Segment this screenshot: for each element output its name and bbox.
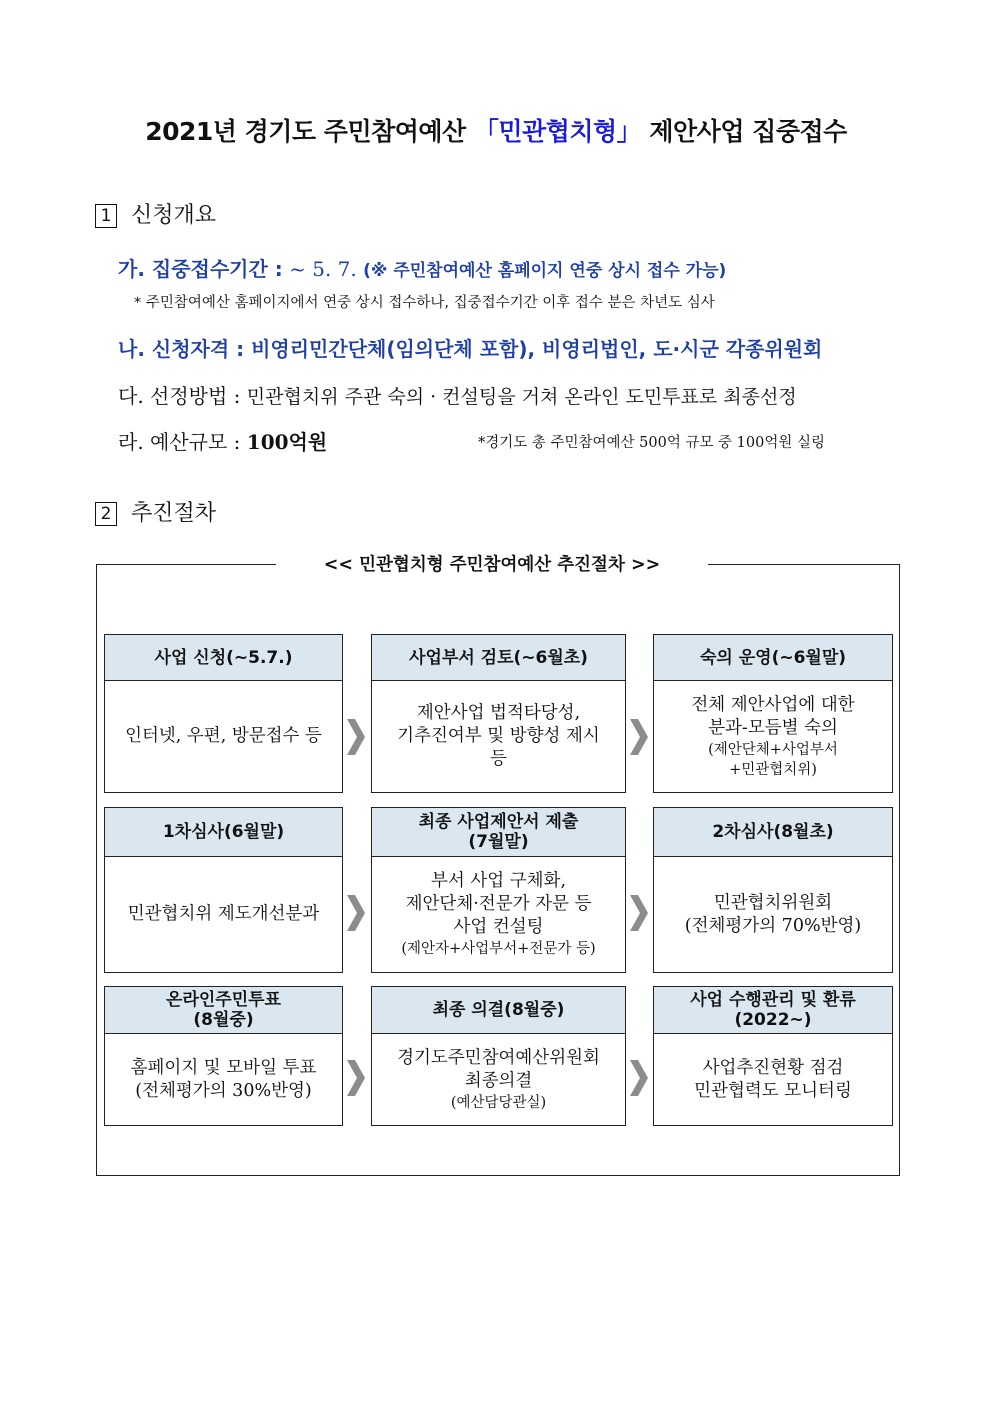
step-9-header bbox=[654, 987, 892, 1034]
item-na-label: 나. 신청자격 : bbox=[118, 337, 245, 361]
chevron-right-icon bbox=[628, 1058, 650, 1098]
step-9-body bbox=[654, 1034, 892, 1125]
step-5-header bbox=[372, 808, 625, 857]
step-6-body bbox=[654, 857, 892, 972]
step-7-header-line: (8월중) bbox=[193, 1010, 254, 1030]
process-title: << 민관협치형 주민참여예산 추진절차 >> bbox=[276, 551, 708, 576]
step-2-body bbox=[372, 681, 625, 792]
step-8-header bbox=[372, 987, 625, 1034]
step-5-body-line: 부서 사업 구체화, bbox=[430, 871, 567, 891]
section1-number: 1 bbox=[95, 204, 117, 228]
step-9-header-line: (2022~) bbox=[734, 1010, 812, 1030]
item-ra-value: 100억원 bbox=[246, 430, 328, 454]
chevron-right-icon bbox=[345, 1058, 367, 1098]
page-title bbox=[0, 112, 992, 148]
step-5-box bbox=[371, 807, 626, 973]
step-3-small-line: (제안단체+사업부서 bbox=[708, 741, 838, 758]
step-1-body bbox=[105, 681, 342, 792]
step-2-box bbox=[371, 634, 626, 793]
step-7-body bbox=[105, 1034, 342, 1125]
step-5-small-line: (제안자+사업부서+전문가 등) bbox=[401, 941, 596, 957]
step-6-header-line: 2차심사(8월초) bbox=[712, 822, 834, 842]
section2-title: 추진절차 bbox=[131, 501, 217, 526]
step-8-body bbox=[372, 1034, 625, 1125]
item-na bbox=[118, 333, 822, 362]
step-7-box bbox=[104, 986, 343, 1126]
step-9-body-line: 민관협력도 모니터링 bbox=[694, 1080, 852, 1101]
step-3-box bbox=[653, 634, 893, 793]
section2-number: 2 bbox=[95, 502, 117, 526]
step-3-small-line: +민관협치위) bbox=[729, 761, 817, 778]
step-7-body-line: 홈페이지 및 모바일 투표 bbox=[130, 1057, 317, 1078]
step-2-body-line: 제안사업 법적타당성, bbox=[416, 703, 581, 723]
item-ga-label: 가. 집중접수기간 : bbox=[118, 257, 283, 281]
step-6-body-line: 민관협치위원회 bbox=[713, 892, 833, 913]
step-2-body-line: 등 bbox=[490, 749, 507, 769]
item-da-label: 다. 선정방법 : bbox=[118, 384, 241, 408]
section1-title: 신청개요 bbox=[131, 203, 217, 228]
step-3-header bbox=[654, 635, 892, 681]
step-9-header-line: 사업 수행관리 및 환류 bbox=[690, 990, 856, 1010]
chevron-right-icon bbox=[345, 893, 367, 933]
step-6-body-line: (전체평가의 70%반영) bbox=[684, 915, 862, 936]
item-na-value: 비영리민간단체(임의단체 포함), 비영리법인, 도·시군 각종위원회 bbox=[251, 337, 823, 361]
item-ga-value: ~ 5. 7. bbox=[289, 257, 357, 281]
title-suffix: 제안사업 집중접수 bbox=[641, 117, 847, 146]
item-da bbox=[118, 380, 797, 409]
step-4-header bbox=[105, 808, 342, 857]
step-5-body-line: 사업 컨설팅 bbox=[453, 917, 544, 937]
step-4-body bbox=[105, 857, 342, 972]
step-7-body-line: (전체평가의 30%반영) bbox=[135, 1080, 312, 1101]
step-7-header-line: 온라인주민투표 bbox=[166, 990, 281, 1010]
chevron-right-icon bbox=[628, 893, 650, 933]
step-1-body-line: 인터넷, 우편, 방문접수 등 bbox=[125, 726, 322, 746]
step-9-body-line: 사업추진현황 점검 bbox=[702, 1057, 844, 1078]
step-7-header bbox=[105, 987, 342, 1034]
item-ra-label: 라. 예산규모 : bbox=[118, 430, 241, 454]
step-1-header bbox=[105, 635, 342, 681]
item-ra bbox=[118, 426, 327, 455]
item-ga-footnote: * 주민참여예산 홈페이지에서 연중 상시 접수하나, 집중접수기간 이후 접수 분은 차년도 심사 bbox=[134, 295, 715, 311]
step-5-body bbox=[372, 857, 625, 972]
title-highlight: 「민관협치형」 bbox=[473, 117, 642, 146]
step-1-header-line: 사업 신청(~5.7.) bbox=[154, 647, 293, 668]
step-6-header bbox=[654, 808, 892, 857]
step-9-box bbox=[653, 986, 893, 1126]
item-ra-note: *경기도 총 주민참여예산 500억 규모 중 100억원 실링 bbox=[478, 435, 825, 451]
step-3-header-line: 숙의 운영(~6월말) bbox=[699, 647, 847, 668]
step-6-box bbox=[653, 807, 893, 973]
step-4-box bbox=[104, 807, 343, 973]
section1-heading bbox=[95, 198, 216, 229]
chevron-right-icon bbox=[628, 717, 650, 757]
step-8-header-line: 최종 의결(8월중) bbox=[432, 1000, 565, 1020]
step-3-body bbox=[654, 681, 892, 792]
step-5-header-line: 최종 사업제안서 제출 bbox=[418, 812, 579, 832]
step-8-box bbox=[371, 986, 626, 1126]
item-ga bbox=[118, 253, 726, 282]
step-3-body-line: 분과-모듬별 숙의 bbox=[708, 717, 838, 738]
step-1-box bbox=[104, 634, 343, 793]
step-5-body-line: 제안단체·전문가 자문 등 bbox=[405, 894, 592, 914]
step-4-header-line: 1차심사(6월말) bbox=[162, 822, 285, 842]
step-5-header-line: (7월말) bbox=[468, 832, 529, 852]
step-2-header bbox=[372, 635, 625, 681]
step-8-body-line: 최종의결 bbox=[464, 1070, 533, 1091]
step-8-body-line: 경기도주민참여예산위원회 bbox=[397, 1047, 600, 1068]
step-4-body-line: 민관협치위 제도개선분과 bbox=[127, 904, 320, 924]
title-prefix: 2021년 경기도 주민참여예산 bbox=[145, 117, 474, 146]
item-ga-extra: (※ 주민참여예산 홈페이지 연중 상시 접수 가능) bbox=[363, 261, 727, 281]
step-2-body-line: 기추진여부 및 방향성 제시 bbox=[397, 726, 600, 746]
step-8-small-line: (예산담당관실) bbox=[450, 1094, 547, 1111]
chevron-right-icon bbox=[345, 717, 367, 757]
step-2-header-line: 사업부서 검토(~6월초) bbox=[409, 647, 588, 668]
item-da-value: 민관협치위 주관 숙의 · 컨설팅을 거쳐 온라인 도민투표로 최종선정 bbox=[246, 386, 797, 408]
step-3-body-line: 전체 제안사업에 대한 bbox=[691, 694, 855, 715]
section2-heading bbox=[95, 496, 216, 527]
